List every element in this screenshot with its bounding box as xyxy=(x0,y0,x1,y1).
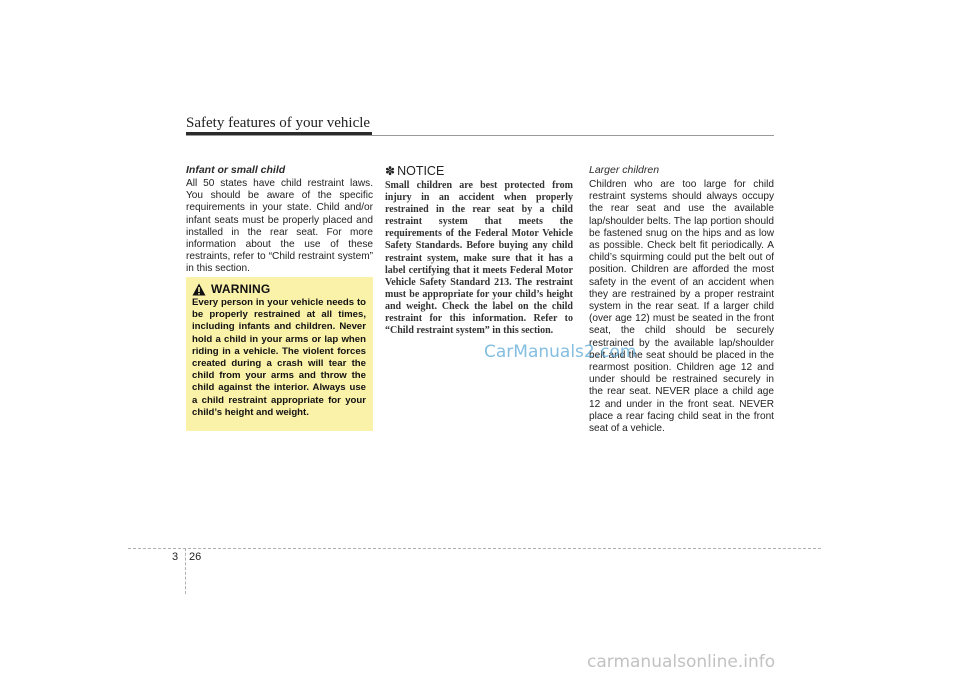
warning-header xyxy=(192,282,366,296)
column-notice xyxy=(385,164,573,337)
column-larger-children xyxy=(589,164,774,435)
notice-header xyxy=(385,164,573,178)
warning-triangle-icon xyxy=(192,283,206,296)
larger-children-body-text: Children who are too large for child restraint systems should always occupy the rear seat and use the available lap/shoulder belts. The lap portion should be fastened snug on the hips and as low as possible. Check belt fit periodically. A child’s squirming could put the belt out of position. Children are afforded the most safety in the event of an accident when they are restrained by a proper restraint system in the rear seat. If a larger child (over age 12) must be seated in the front seat, the child should be securely restrained by the available lap/shoulder belt and the seat should be placed in the rearmost position. Children age 12 and under should be restrained securely in the rear seat. NEVER place a child age 12 and under in the front seat. NEVER place a rear facing child seat in the front seat of a vehicle. xyxy=(589,179,774,435)
notice-body-text: Small children are best protected from injury in an accident when properly restrained in the rear seat by a child restraint system that meets the requirements of the Federal Motor Vehicle Safety Standards. Before buying any child restraint system, make sure that it has a label certifying that it meets Federal Motor Vehicle Safety Standard 213. The restraint must be appropriate for your child’s height and weight. Check the label on the child restraint for this information. Refer to “Child restraint system” in this section. xyxy=(385,180,573,337)
watermark: CarManuals2.com xyxy=(484,342,637,362)
page-number: 26 xyxy=(189,551,202,563)
warning-title: WARNING xyxy=(211,282,271,296)
notice-cross-icon: ✽ xyxy=(385,164,396,178)
page-title: Safety features of your vehicle xyxy=(186,115,371,131)
footer-vertical-rule xyxy=(185,548,186,594)
notice-title: NOTICE xyxy=(397,164,445,178)
warning-box xyxy=(186,277,373,431)
header-divider xyxy=(186,135,774,136)
section-number: 3 xyxy=(172,551,179,563)
subhead-infant: Infant or small child xyxy=(186,164,286,176)
infant-body-text: All 50 states have child restraint laws. You should be aware of the specific requirements in your state. Child and/or infant seats must be properly placed and installed in the rear seat. For more information about the use of these restraints, refer to “Child restraint system” in this section. xyxy=(186,178,373,275)
warning-body-text: Every person in your vehicle needs to be properly restrained at all times, including infants and children. Never hold a child in your arms or lap when riding in a vehicle. The violent forces created during a crash will tear the child from your arms and throw the child against the interior. Always use a child restraint appropriate for your child’s height and weight. xyxy=(192,297,366,418)
column-infant xyxy=(186,164,373,276)
footer-divider xyxy=(128,548,821,549)
site-footer-link[interactable]: carmanualsonline.info xyxy=(587,652,776,672)
subhead-larger-children: Larger children xyxy=(589,164,660,176)
